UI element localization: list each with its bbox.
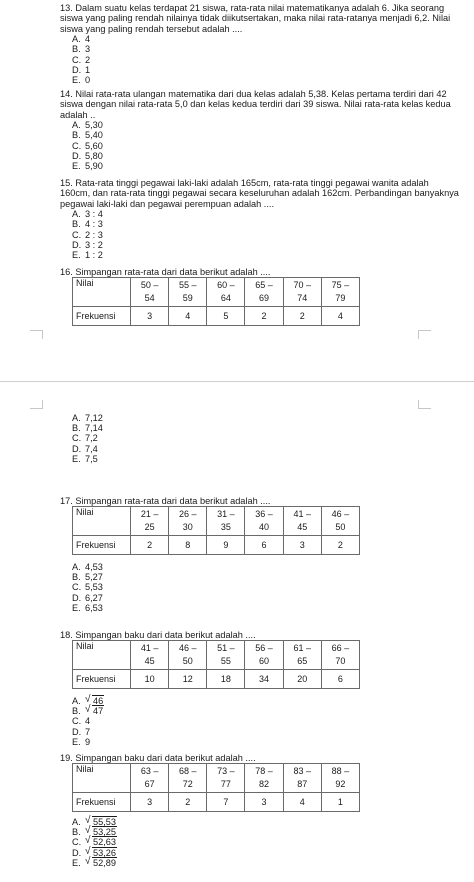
answer-letter: D. [72,847,82,858]
table-cell-frequency: 6 [321,670,359,689]
question-17-number: 17. [60,496,73,506]
table-header-frekuensi: Frekuensi [73,670,131,689]
table-row [73,793,360,812]
table-row [73,536,360,555]
class-upper-bound: 82 [259,779,270,789]
answer-letter: C. [72,229,82,240]
table-header-frekuensi: Frekuensi [73,307,131,326]
table-cell-frequency: 1 [321,793,359,812]
answer-option [72,817,460,827]
answer-letter: D. [72,64,82,75]
class-lower-bound: 63 – [140,766,159,776]
answer-text: 3 [85,44,91,55]
class-lower-bound: 26 – [178,509,197,519]
answer-text: 4,53 [85,562,103,572]
class-lower-bound: 41 – [293,509,311,519]
answer-option [72,230,460,240]
table-cell-frequency: 12 [169,670,207,689]
table-cell-class [169,764,207,793]
answer-letter: C. [72,140,82,151]
answer-letter: B. [72,572,81,583]
answer-text: 4 [85,34,91,45]
question-18-table [72,640,360,689]
answer-letter: D. [72,592,82,603]
question-17-options [72,562,460,613]
table-header-nilai: Nilai [73,641,131,670]
class-lower-bound: 21 – [140,509,159,519]
answer-option [72,65,460,75]
table-row [73,507,360,536]
class-upper-bound: 45 [144,656,155,666]
answer-text: 3 : 4 [85,209,103,220]
table-row [73,670,360,689]
question-18-options [72,696,460,747]
table-cell-frequency: 2 [321,536,359,555]
class-upper-bound: 65 [297,656,308,666]
answer-text: 5,53 [85,582,103,593]
table-row [73,278,360,307]
class-upper-bound: 59 [182,293,193,303]
answer-text: 53,25 [93,827,116,838]
answer-option [72,858,460,868]
class-lower-bound: 70 – [293,280,311,290]
answer-letter: E. [72,453,81,464]
answer-letter: A. [72,562,81,572]
answer-text: 5,60 [85,140,103,151]
table-cell-class [321,507,359,536]
answer-letter: B. [72,706,81,717]
table-cell-class [131,764,169,793]
question-15 [60,178,460,260]
answer-option [72,209,460,219]
table-cell-frequency: 5 [207,307,245,326]
answer-text: 5,27 [85,572,103,583]
class-lower-bound: 56 – [255,643,273,653]
question-18-text: Simpangan baku dari data berikut adalah .... [75,630,256,640]
answer-option [72,827,460,837]
question-16-number: 16. [60,267,73,277]
question-13 [60,3,460,85]
answer-letter: C. [72,716,82,727]
class-upper-bound: 60 [259,656,270,666]
page-corner-mark [418,400,431,409]
question-19-stem [60,753,460,763]
question-19 [60,753,460,763]
table-cell-class [169,507,207,536]
answer-option [72,454,460,464]
question-18 [60,630,460,640]
class-upper-bound: 40 [259,522,270,532]
question-17-stem [60,496,460,506]
answer-option [72,75,460,85]
table-cell-frequency: 2 [169,793,207,812]
class-lower-bound: 66 – [331,643,350,653]
page-corner-mark [418,330,431,339]
answer-text: 2 : 3 [85,229,103,240]
answer-letter: E. [72,602,81,613]
answer-letter: A. [72,120,81,131]
answer-option [72,219,460,229]
answer-letter: A. [72,34,81,45]
question-17-answers [60,562,460,613]
page-break-line [0,381,474,382]
question-18-stem [60,630,460,640]
answer-option [72,593,460,603]
class-lower-bound: 31 – [217,509,235,519]
question-16 [60,267,460,277]
answer-text: 5,30 [85,120,103,131]
class-upper-bound: 72 [182,779,193,789]
question-18-answers [60,696,460,747]
class-upper-bound: 25 [144,522,155,532]
answer-letter: E. [72,74,81,85]
answer-text: 1 [85,64,91,75]
table-cell-class [131,278,169,307]
class-upper-bound: 54 [144,293,155,303]
class-lower-bound: 83 – [293,766,311,776]
answer-option [72,706,460,716]
table-header-frekuensi: Frekuensi [73,536,131,555]
class-lower-bound: 78 – [255,766,273,776]
table-cell-frequency: 9 [207,536,245,555]
answer-option [72,240,460,250]
table-cell-class [245,764,283,793]
class-upper-bound: 70 [335,656,346,666]
answer-text: 5,40 [85,130,103,141]
table-cell-class [131,641,169,670]
answer-option [72,716,460,726]
question-18-number: 18. [60,630,73,640]
question-15-text: Rata-rata tinggi pegawai laki-laki adalah 165cm, rata-rata tinggi pegawai wanita adalah 160cm, dan rata-rata tinggi pegawai secara keseluruhan adalah 162cm. Perbandingan banyaknya pegawai laki-laki dan pegawai perempuan adalah .... [60,178,459,209]
table-cell-class [283,764,321,793]
answer-text: 46 [93,696,104,706]
question-17-table [72,506,360,555]
answer-text: 7 [85,726,91,737]
question-15-number: 15. [60,178,73,188]
table-cell-frequency: 6 [245,536,283,555]
answer-letter: B. [72,423,81,434]
answer-letter: C. [72,433,82,444]
table-cell-class [245,507,283,536]
class-lower-bound: 75 – [331,280,350,290]
answer-letter: B. [72,219,81,230]
class-lower-bound: 61 – [293,643,311,653]
table-cell-frequency: 7 [207,793,245,812]
square-root-symbol [85,706,104,716]
class-lower-bound: 46 – [178,643,197,653]
table-cell-frequency: 3 [245,793,283,812]
answer-letter: C. [72,54,82,65]
answer-option [72,433,460,443]
table-cell-class [131,507,169,536]
answer-option [72,141,460,151]
question-19-answers [60,817,460,868]
answer-text: 3 : 2 [85,239,103,250]
table-cell-class [169,278,207,307]
page-corner-mark [30,400,43,409]
table-cell-class [321,278,359,307]
answer-text: 5,80 [85,150,103,161]
table-cell-class [283,278,321,307]
answer-text: 7,4 [85,443,98,454]
table-cell-class [207,507,245,536]
question-16-table [72,277,360,326]
class-upper-bound: 50 [182,656,193,666]
question-16-options [72,413,460,464]
square-root-symbol [85,858,117,868]
answer-letter: A. [72,209,81,220]
answer-text: 4 [85,716,91,727]
table-cell-frequency: 18 [207,670,245,689]
question-14 [60,89,460,171]
answer-letter: E. [72,160,81,171]
table-cell-class [321,764,359,793]
answer-letter: D. [72,239,82,250]
answer-text: 4 : 3 [85,219,103,230]
answer-letter: A. [72,413,81,423]
answer-option [72,161,460,171]
question-15-stem [60,178,460,209]
answer-option [72,562,460,572]
answer-text: 52,89 [93,857,116,868]
class-upper-bound: 64 [220,293,231,303]
answer-option [72,737,460,747]
question-14-stem [60,89,460,120]
table-cell-class [245,278,283,307]
answer-letter: E. [72,736,81,747]
class-lower-bound: 65 – [255,280,273,290]
class-upper-bound: 45 [297,522,308,532]
answer-option [72,413,460,423]
question-13-number: 13. [60,3,73,13]
table-header-frekuensi: Frekuensi [73,793,131,812]
answer-letter: D. [72,726,82,737]
table-cell-frequency: 3 [283,536,321,555]
answer-option [72,120,460,130]
answer-letter: C. [72,837,82,848]
table-cell-frequency: 2 [283,307,321,326]
class-upper-bound: 87 [297,779,308,789]
answer-option [72,837,460,847]
table-row [73,764,360,793]
table-cell-class [207,641,245,670]
answer-option [72,848,460,858]
table-cell-frequency: 4 [283,793,321,812]
table-cell-frequency: 2 [245,307,283,326]
class-lower-bound: 73 – [217,766,235,776]
question-14-options [72,120,460,171]
answer-text: 6,27 [85,592,103,603]
question-14-number: 14. [60,89,73,99]
answer-letter: A. [72,696,81,706]
answer-option [72,727,460,737]
table-header-nilai: Nilai [73,507,131,536]
table-header-nilai: Nilai [73,278,131,307]
answer-letter: B. [72,130,81,141]
question-14-text: Nilai rata-rata ulangan matematika dari dua kelas adalah 5,38. Kelas pertama terdiri dari 42 siswa dengan nilai rata-rata 5,0 dan kelas kedua terdiri dari 39 siswa. Nilai rata-rata kelas kedua adalah .. [60,89,451,120]
answer-letter: E. [72,249,81,260]
class-lower-bound: 60 – [217,280,235,290]
class-lower-bound: 88 – [331,766,350,776]
class-lower-bound: 51 – [217,643,235,653]
table-cell-class [283,507,321,536]
answer-option [72,696,460,706]
page-corner-mark [30,330,43,339]
answer-text: 7,5 [85,453,98,464]
question-15-options [72,209,460,260]
class-lower-bound: 41 – [140,643,159,653]
answer-text: 6,53 [85,602,103,613]
class-lower-bound: 36 – [255,509,273,519]
table-cell-class [283,641,321,670]
answer-text: 55,53 [93,817,116,827]
question-17-text: Simpangan rata-rata dari data berikut adalah .... [75,496,271,506]
question-13-options [72,34,460,85]
question-13-text: Dalam suatu kelas terdapat 21 siswa, rata-rata nilai matematikanya adalah 6. Jika seorang siswa yang paling rendah nilainya tidak diikutsertakan, maka nilai rata-ratanya menjadi 6,2. Nilai siswa yang paling rendah tersebut adalah .... [60,3,451,34]
class-lower-bound: 46 – [331,509,350,519]
class-upper-bound: 74 [297,293,308,303]
table-cell-frequency: 34 [245,670,283,689]
question-19-options [72,817,460,868]
answer-letter: B. [72,827,81,838]
answer-option [72,603,460,613]
answer-text: 5,90 [85,160,103,171]
table-cell-class [207,278,245,307]
class-upper-bound: 79 [335,293,346,303]
question-17 [60,496,460,506]
answer-text: 7,12 [85,413,103,423]
answer-letter: D. [72,443,82,454]
table-cell-frequency: 8 [169,536,207,555]
answer-letter: E. [72,857,81,868]
question-19-number: 19. [60,753,73,763]
question-16-answers [60,413,460,464]
table-cell-frequency: 2 [131,536,169,555]
answer-text: 2 [85,54,91,65]
table-header-nilai: Nilai [73,764,131,793]
table-cell-class [321,641,359,670]
table-cell-class [207,764,245,793]
class-upper-bound: 35 [220,522,231,532]
question-16-stem [60,267,460,277]
answer-text: 7,14 [85,423,103,434]
answer-letter: B. [72,44,81,55]
answer-option [72,423,460,433]
answer-letter: C. [72,582,82,593]
class-upper-bound: 77 [220,779,231,789]
answer-option [72,130,460,140]
answer-text: 53,26 [93,847,116,858]
question-19-table [72,763,360,812]
answer-option [72,44,460,54]
answer-option [72,444,460,454]
answer-text: 9 [85,736,91,747]
class-lower-bound: 68 – [178,766,197,776]
class-upper-bound: 50 [335,522,346,532]
question-16-text: Simpangan rata-rata dari data berikut adalah .... [75,267,271,277]
table-row [73,641,360,670]
class-lower-bound: 55 – [178,280,197,290]
table-cell-frequency: 4 [321,307,359,326]
class-upper-bound: 92 [335,779,346,789]
question-13-stem [60,3,460,34]
class-upper-bound: 67 [144,779,155,789]
class-lower-bound: 50 – [140,280,159,290]
table-cell-frequency: 4 [169,307,207,326]
class-upper-bound: 69 [259,293,270,303]
class-upper-bound: 55 [220,656,231,666]
table-cell-class [245,641,283,670]
table-cell-frequency: 10 [131,670,169,689]
answer-text: 47 [93,706,104,717]
answer-letter: D. [72,150,82,161]
question-19-text: Simpangan baku dari data berikut adalah .... [75,753,256,763]
answer-option [72,572,460,582]
table-cell-frequency: 3 [131,307,169,326]
answer-option [72,582,460,592]
table-row [73,307,360,326]
answer-text: 0 [85,74,91,85]
answer-text: 1 : 2 [85,249,103,260]
answer-option [72,151,460,161]
answer-option [72,55,460,65]
table-cell-frequency: 3 [131,793,169,812]
answer-text: 7,2 [85,433,98,444]
answer-option [72,250,460,260]
answer-letter: A. [72,817,81,827]
table-cell-frequency: 20 [283,670,321,689]
class-upper-bound: 30 [182,522,193,532]
answer-text: 52,63 [93,837,116,848]
answer-option [72,34,460,44]
table-cell-class [169,641,207,670]
